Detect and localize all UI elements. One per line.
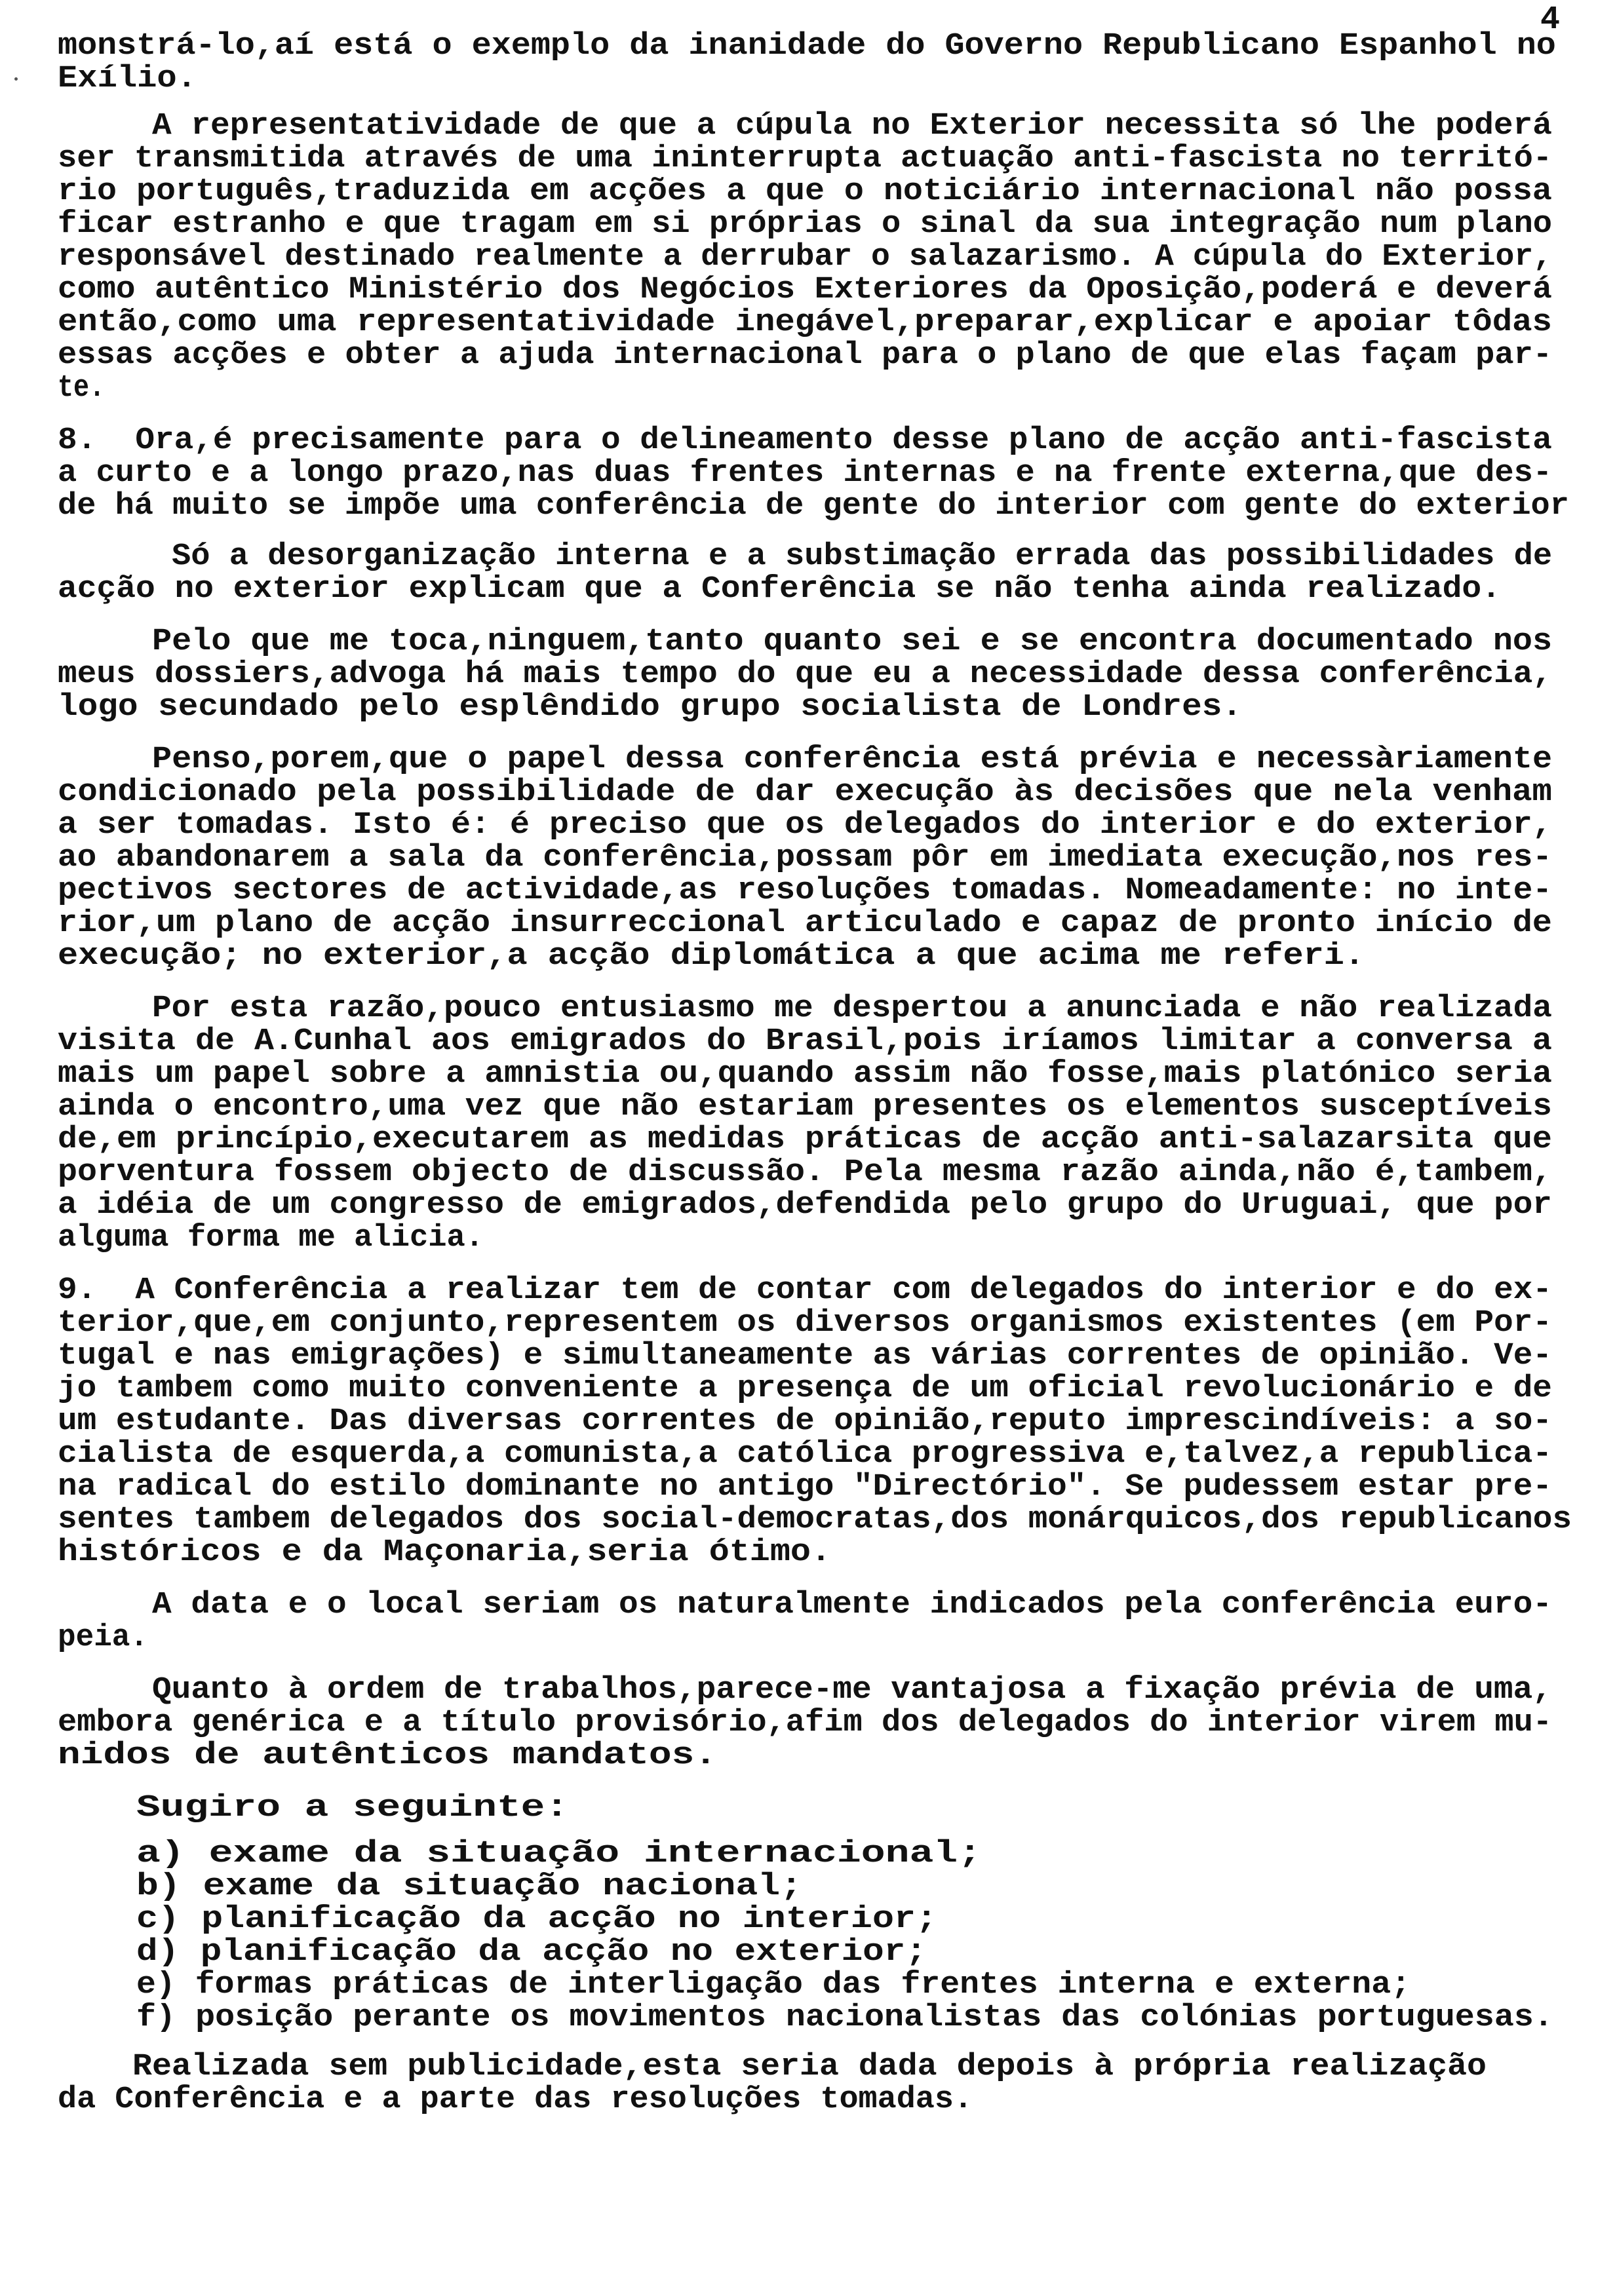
- text-line: alguma forma me alicia.: [58, 1221, 484, 1255]
- text-line: terior,que,em conjunto,representem os diversos organismos existentes (em Por-: [58, 1306, 1552, 1341]
- text-line: peia.: [58, 1620, 148, 1655]
- text-line: a) exame da situação internacional;: [136, 1837, 983, 1871]
- text-line: b) exame da situação nacional;: [136, 1869, 802, 1904]
- text-line: a ser tomadas. Isto é: é preciso que os delegados do interior e do exterior,: [58, 808, 1552, 843]
- text-line: 8. Ora,é precisamente para o delineamento desse plano de acção anti-fascista: [58, 423, 1552, 458]
- text-line: acção no exterior explicam que a Conferência se não tenha ainda realizado.: [58, 572, 1501, 607]
- text-line: ficar estranho e que tragam em si próprias o sinal da sua integração num plano: [58, 207, 1553, 242]
- text-line: porventura fossem objecto de discussão. Pela mesma razão ainda,não é,tambem,: [58, 1155, 1552, 1190]
- text-line: rio português,traduzida em acções a que o noticiário internacional não possa: [58, 174, 1552, 209]
- text-line: execução; no exterior,a acção diplomática a que acima me referi.: [58, 939, 1365, 974]
- page-number: 4: [1540, 1, 1561, 39]
- text-line: logo secundado pelo esplêndido grupo socialista de Londres.: [58, 690, 1243, 725]
- text-line: sentes tambem delegados dos social-democratas,dos monárquicos,dos republicanos: [58, 1502, 1572, 1537]
- text-line: a curto e a longo prazo,nas duas frentes internas e na frente externa,que des-: [58, 456, 1553, 491]
- text-line: 9. A Conferência a realizar tem de contar com delegados do interior e do ex-: [58, 1273, 1552, 1308]
- text-line: visita de A.Cunhal aos emigrados do Brasil,pois iríamos limitar a conversa a: [58, 1024, 1552, 1059]
- text-line: então,como uma representatividade inegável,preparar,explicar e apoiar tôdas: [58, 305, 1552, 340]
- text-line: Sugiro a seguinte:: [136, 1791, 569, 1826]
- text-line: ser transmitida através de uma ininterrupta actuação anti-fascista no territó-: [58, 142, 1553, 176]
- text-line: a idéia de um congresso de emigrados,defendida pelo grupo do Uruguai, que por: [58, 1188, 1552, 1223]
- text-line: pectivos sectores de actividade,as resoluções tomadas. Nomeadamente: no inte-: [58, 873, 1552, 908]
- text-line: Realizada sem publicidade,esta seria dada depois à própria realização: [132, 2050, 1487, 2084]
- text-line: A representatividade de que a cúpula no Exterior necessita só lhe poderá: [152, 109, 1552, 144]
- margin-speck: [14, 77, 18, 81]
- text-line: meus dossiers,advoga há mais tempo do que eu a necessidade dessa conferência,: [58, 657, 1552, 692]
- text-line: Pelo que me toca,ninguem,tanto quanto sei e se encontra documentado nos: [152, 624, 1553, 659]
- text-line: essas acções e obter a ajuda internacional para o plano de que elas façam par-: [58, 338, 1553, 373]
- text-line: c) planificação da acção no interior;: [136, 1902, 938, 1937]
- text-line: Penso,porem,que o papel dessa conferência está prévia e necessàriamente: [152, 742, 1553, 777]
- text-line: na radical do estilo dominante no antigo "Directório". Se pudessem estar pre-: [58, 1470, 1552, 1504]
- text-line: ainda o encontro,uma vez que não estariam presentes os elementos susceptíveis: [58, 1090, 1552, 1124]
- text-line: f) posição perante os movimentos nacionalistas das colónias portuguesas.: [136, 2000, 1553, 2035]
- text-line: embora genérica e a título provisório,afim dos delegados do interior virem mu-: [58, 1706, 1553, 1740]
- text-line: rior,um plano de acção insurreccional articulado e capaz de pronto início de: [58, 906, 1552, 941]
- text-line: da Conferência e a parte das resoluções tomadas.: [58, 2082, 973, 2117]
- text-line: de há muito se impõe uma conferência de gente do interior com gente do exterior: [58, 489, 1569, 524]
- text-line: mais um papel sobre a amnistia ou,quando assim não fosse,mais platónico seria: [58, 1057, 1552, 1092]
- text-line: Por esta razão,pouco entusiasmo me despertou a anunciada e não realizada: [152, 991, 1552, 1026]
- text-line: ao abandonarem a sala da conferência,possam pôr em imediata execução,nos res-: [58, 841, 1552, 875]
- text-line: monstrá-lo,aí está o exemplo da inanidade do Governo Republicano Espanhol no: [58, 29, 1556, 64]
- text-line: jo tambem como muito conveniente a presença de um oficial revolucionário e de: [58, 1371, 1552, 1406]
- text-line: Exílio.: [58, 62, 197, 96]
- text-line: d) planificação da acção no exterior;: [136, 1935, 927, 1970]
- text-line: nidos de autênticos mandatos.: [58, 1738, 717, 1773]
- text-line: um estudante. Das diversas correntes de opinião,reputo imprescindíveis: a so-: [58, 1404, 1552, 1439]
- text-line: tugal e nas emigrações) e simultaneamente as várias correntes de opinião. Ve-: [58, 1339, 1552, 1373]
- text-line: te.: [58, 371, 105, 406]
- text-line: históricos e da Maçonaria,seria ótimo.: [58, 1535, 832, 1570]
- text-line: de,em princípio,executarem as medidas práticas de acção anti-salazarsita que: [58, 1122, 1552, 1157]
- text-line: responsável destinado realmente a derrubar o salazarismo. A cúpula do Exterior,: [58, 240, 1553, 275]
- text-line: A data e o local seriam os naturalmente indicados pela conferência euro-: [152, 1588, 1552, 1622]
- text-line: e) formas práticas de interligação das frentes interna e externa;: [136, 1968, 1411, 2002]
- text-line: Só a desorganização interna e a substimação errada das possibilidades de: [172, 539, 1553, 574]
- text-line: Quanto à ordem de trabalhos,parece-me vantajosa a fixação prévia de uma,: [152, 1673, 1552, 1708]
- text-line: como autêntico Ministério dos Negócios Exteriores da Oposição,poderá e deverá: [58, 273, 1552, 307]
- text-line: condicionado pela possibilidade de dar execução às decisões que nela venham: [58, 775, 1552, 810]
- text-line: cialista de esquerda,a comunista,a católica progressiva e,talvez,a republica-: [58, 1437, 1552, 1472]
